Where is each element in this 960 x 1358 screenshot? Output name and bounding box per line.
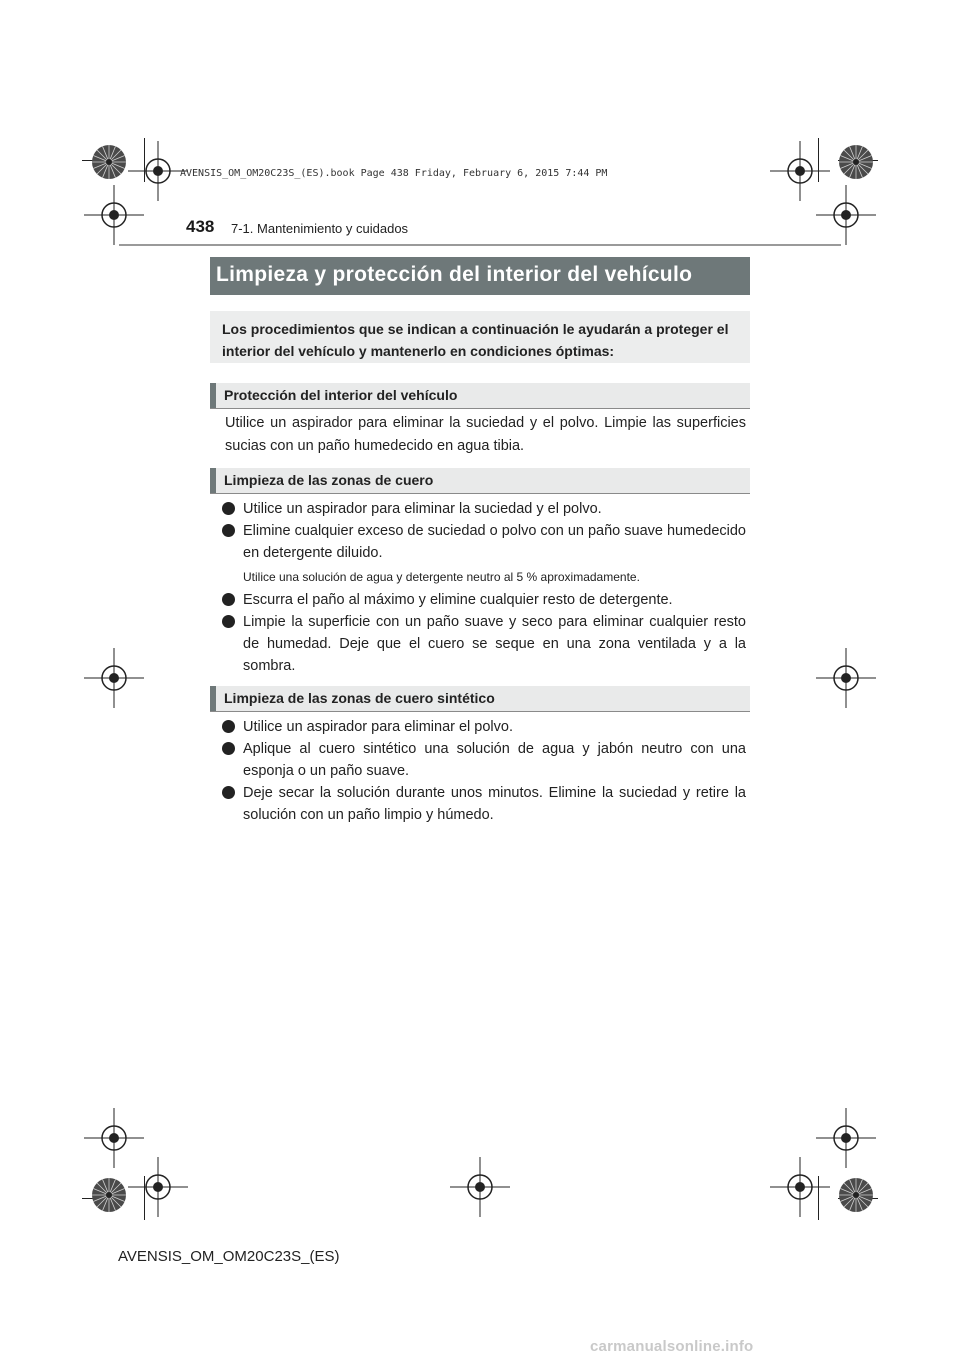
bullet-icon xyxy=(222,786,235,799)
list-item-text: Deje secar la solución durante unos minutos. Elimine la suciedad y retire la solución con un paño limpio y húmedo. xyxy=(243,785,746,823)
registration-mark-icon xyxy=(450,1157,510,1217)
book-stamp: AVENSIS_OM_OM20C23S_(ES).book Page 438 Friday, February 6, 2015 7:44 PM xyxy=(180,168,608,179)
section-heading xyxy=(210,468,750,494)
sunburst-target-icon xyxy=(838,1177,874,1213)
section-heading-text: Protección del interior del vehículo xyxy=(224,387,458,403)
list-item-text: Limpie la superficie con un paño suave y seco para eliminar cualquier resto de humedad. Deje que el cuero se seque en una zona ventilada y a la sombra. xyxy=(243,614,746,674)
bullet-icon xyxy=(222,742,235,755)
section-paragraph: Utilice un aspirador para eliminar la suciedad y el polvo. Limpie las superficies sucias con un paño humedecido en agua tibia. xyxy=(225,415,746,454)
sunburst-target-icon xyxy=(91,144,127,180)
heading-tab xyxy=(210,686,216,711)
registration-mark-icon xyxy=(770,1157,830,1217)
bullet-icon xyxy=(222,502,235,515)
bullet-icon xyxy=(222,593,235,606)
section-heading xyxy=(210,686,750,712)
heading-tab xyxy=(210,383,216,408)
bullet-icon xyxy=(222,524,235,537)
list-item xyxy=(222,716,746,738)
list-item xyxy=(222,589,746,611)
list-item xyxy=(222,520,746,564)
registration-mark-icon xyxy=(128,1157,188,1217)
bullet-icon xyxy=(222,615,235,628)
intro-text: Los procedimientos que se indican a continuación le ayudarán a proteger el interior del vehículo y mantenerlo en condiciones óptimas: xyxy=(210,311,750,363)
registration-mark-icon xyxy=(84,648,144,708)
registration-mark-icon xyxy=(816,185,876,245)
list-item-text: Aplique al cuero sintético una solución de agua y jabón neutro con una esponja o un paño suave. xyxy=(243,741,746,779)
header-rule xyxy=(119,244,841,246)
heading-tab xyxy=(210,468,216,493)
document-id: AVENSIS_OM_OM20C23S_(ES) xyxy=(118,1248,340,1265)
registration-mark-icon xyxy=(816,648,876,708)
list-item xyxy=(222,611,746,677)
section-heading-text: Limpieza de las zonas de cuero sintético xyxy=(224,690,495,706)
page-number: 438 xyxy=(186,217,215,236)
watermark: carmanualsonline.info xyxy=(590,1338,754,1355)
sunburst-target-icon xyxy=(838,144,874,180)
list-item-text: Escurra el paño al máximo y elimine cualquier resto de detergente. xyxy=(243,592,673,608)
list-item-text: Elimine cualquier exceso de suciedad o polvo con un paño suave humedecido en detergente diluido. xyxy=(243,523,746,561)
registration-mark-icon xyxy=(84,185,144,245)
section-heading xyxy=(210,383,750,409)
section-reference: 7-1. Mantenimiento y cuidados xyxy=(231,221,409,236)
bullet-icon xyxy=(222,720,235,733)
list-item xyxy=(222,738,746,782)
list-note: Utilice una solución de agua y detergente neutro al 5 % aproximadamente. xyxy=(243,570,640,584)
list-item-text: Utilice un aspirador para eliminar la suciedad y el polvo. xyxy=(243,501,602,517)
section-heading-text: Limpieza de las zonas de cuero xyxy=(224,472,434,488)
list-item-text: Utilice un aspirador para eliminar el polvo. xyxy=(243,719,513,735)
sunburst-target-icon xyxy=(91,1177,127,1213)
list-item xyxy=(222,782,746,826)
page-title: Limpieza y protección del interior del vehículo xyxy=(210,257,750,295)
list-item xyxy=(222,498,746,520)
